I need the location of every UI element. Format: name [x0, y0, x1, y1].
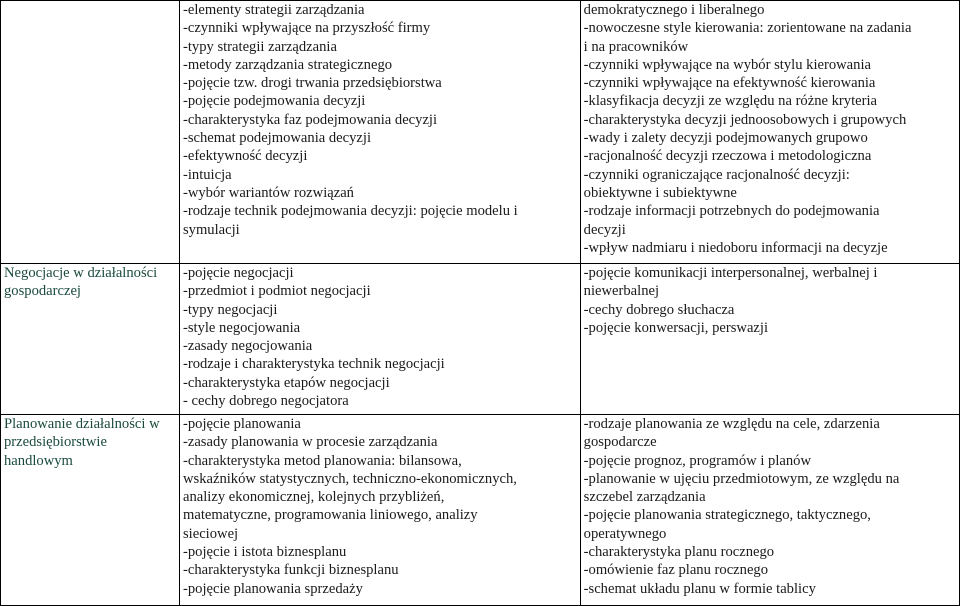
details-cell [580, 264, 959, 415]
text-line: -charakterystyka metod planowania: bilansowa, [182, 452, 462, 469]
text-line: -klasyfikacja decyzji ze względu na różne kryteria [583, 93, 877, 110]
table-row [1, 264, 960, 415]
text-line: -elementy strategii zarządzania [182, 2, 365, 18]
text-line: -rodzaje i charakterystyka technik negocjacji [182, 356, 445, 373]
text-line: wskaźników statystycznych, techniczno-ekonomicznych, [182, 470, 517, 487]
category-cell [1, 415, 180, 606]
text-line: -rodzaje informacji potrzebnych do podejmowania [583, 203, 880, 220]
text-line: -pojęcie negocjacji [182, 265, 294, 281]
text-line: -charakterystyka funkcji biznesplanu [182, 562, 399, 579]
text-line: -charakterystyka decyzji jednoosobowych i grupowych [583, 111, 907, 128]
text-line: -czynniki ograniczające racjonalność decyzji: [583, 166, 850, 183]
text-line: -czynniki wpływające na wybór stylu kierowania [583, 56, 871, 73]
text-line: sieciowej [182, 525, 239, 542]
text-line: symulacji [182, 221, 240, 238]
topics-cell [179, 1, 580, 264]
text-line: decyzji [583, 221, 626, 238]
text-line: -rodzaje technik podejmowania decyzji: pojęcie modelu i [182, 203, 518, 220]
text-line: -typy negocjacji [182, 301, 278, 318]
text-line: matematyczne, programowania liniowego, analizy [182, 507, 478, 524]
details-cell [580, 415, 959, 606]
text-line: -rodzaje planowania ze względu na cele, zdarzenia [583, 416, 880, 432]
category-cell [1, 264, 180, 415]
table-row [1, 415, 960, 606]
category-label: Negocjacje w działalności gospodarczej [4, 265, 158, 300]
text-line: -typy strategii zarządzania [182, 38, 337, 55]
text-line: -pojęcie tzw. drogi trwania przedsiębiorstwa [182, 75, 442, 92]
text-line: - cechy dobrego negocjatora [182, 393, 349, 410]
text-line: szczebel zarządzania [583, 489, 706, 506]
topics-cell [179, 264, 580, 415]
text-line: -pojęcie i istota biznesplanu [182, 544, 347, 561]
text-line: -schemat układu planu w formie tablicy [583, 580, 816, 597]
text-line: -czynniki wpływające na efektywność kierowania [583, 75, 876, 92]
text-line: -pojęcie podejmowania decyzji [182, 93, 366, 110]
text-line: -pojęcie konwersacji, perswazji [583, 319, 769, 336]
text-line: gospodarcze [583, 434, 657, 451]
text-line: -pojęcie planowania [182, 416, 301, 432]
text-line: -planowanie w ujęciu przedmiotowym, ze względu na [583, 470, 900, 487]
text-line: -schemat podejmowania decyzji [182, 130, 372, 147]
text-line: -charakterystyka etapów negocjacji [182, 374, 390, 391]
text-line: -efektywność decyzji [182, 148, 308, 165]
text-line: -pojęcie planowania sprzedaży [182, 580, 363, 597]
text-line: -pojęcie komunikacji interpersonalnej, werbalnej i [583, 265, 878, 281]
topics-cell [179, 415, 580, 606]
text-line: -pojęcie prognoz, programów i planów [583, 452, 812, 469]
text-line: -wpływ nadmiaru i niedoboru informacji na decyzje [583, 239, 888, 256]
text-line: -pojęcie planowania strategicznego, taktycznego, [583, 507, 871, 524]
text-line: -zasady negocjowania [182, 338, 313, 355]
text-line: -czynniki wpływające na przyszłość firmy [182, 20, 431, 37]
table-row [1, 1, 960, 264]
text-line: -charakterystyka planu rocznego [583, 544, 775, 561]
details-cell [580, 1, 959, 264]
text-line: obiektywne i subiektywne [583, 184, 737, 201]
text-line: -wybór wariantów rozwiązań [182, 184, 354, 201]
text-line: niewerbalnej [583, 283, 660, 300]
text-line: -omówienie faz planu rocznego [583, 562, 769, 579]
category-label: Planowanie działalności w przedsiębiorstwie handlowym [4, 416, 160, 469]
text-line: -intuicja [182, 166, 232, 183]
text-line: -cechy dobrego słuchacza [583, 301, 735, 318]
text-line: i na pracowników [583, 38, 689, 55]
category-cell [1, 1, 180, 264]
text-line: demokratycznego i liberalnego [583, 2, 765, 18]
text-line: -racjonalność decyzji rzeczowa i metodologiczna [583, 148, 872, 165]
text-line: -charakterystyka faz podejmowania decyzji [182, 111, 438, 128]
text-line: -style negocjowania [182, 319, 301, 336]
text-line: analizy ekonomicznej, kolejnych przybliżeń, [182, 489, 445, 506]
text-line: operatywnego [583, 525, 667, 542]
text-line: -wady i zalety decyzji podejmowanych grupowo [583, 130, 868, 147]
text-line: -metody zarządzania strategicznego [182, 56, 393, 73]
curriculum-table-body [1, 1, 960, 606]
text-line: -przedmiot i podmiot negocjacji [182, 283, 371, 300]
text-line: -nowoczesne style kierowania: zorientowane na zadania [583, 20, 912, 37]
text-line: -zasady planowania w procesie zarządzania [182, 434, 438, 451]
